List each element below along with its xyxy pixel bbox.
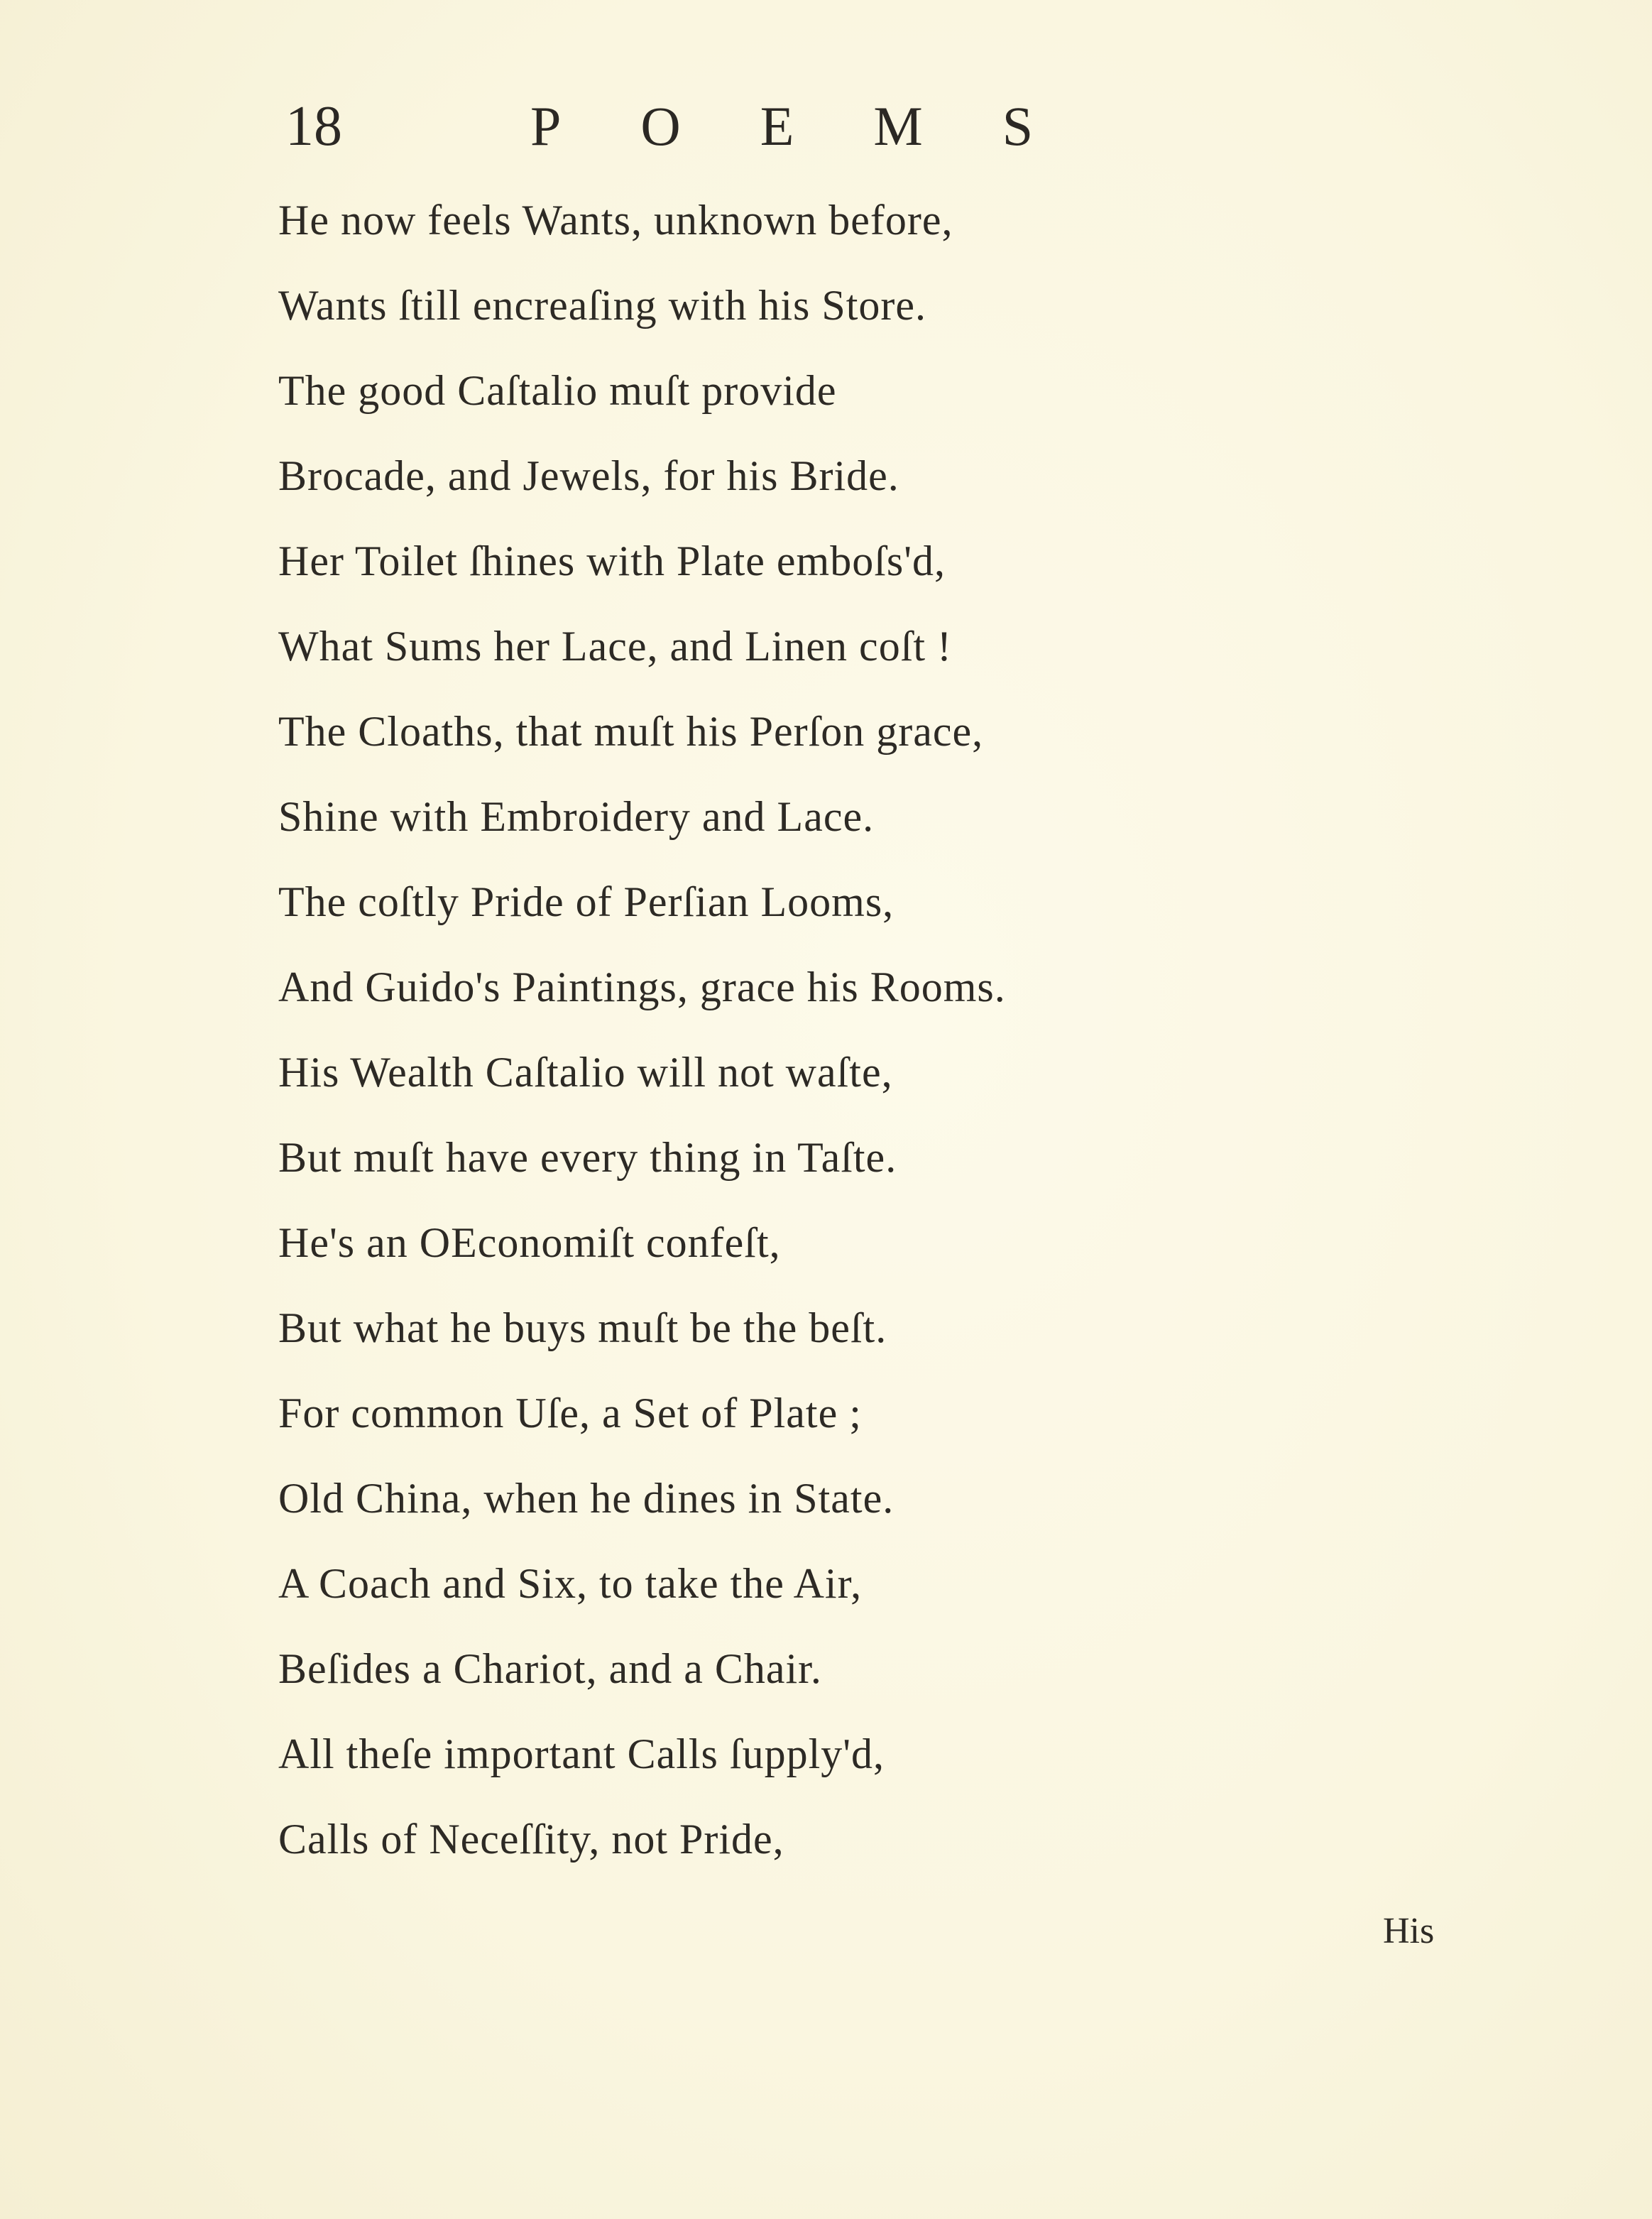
poem-line: The good Caſtalio muſt provide: [278, 367, 837, 414]
poem-line: But muſt have every thing in Taſte.: [278, 1134, 897, 1181]
poem-line: The coſtly Pride of Perſian Looms,: [278, 878, 895, 925]
page-number: 18: [285, 95, 342, 158]
poem-line: A Coach and Six, to take the Air,: [278, 1560, 863, 1607]
poem-line: Wants ſtill encreaſing with his Store.: [278, 282, 927, 329]
poem-line: He now feels Wants, unknown before,: [278, 197, 953, 244]
poem-line: He's an OEconomiſt confeſt,: [278, 1219, 781, 1266]
poem-text: [278, 178, 1272, 1882]
page-header: [278, 91, 1180, 162]
poem-line: All theſe important Calls ſupply'd,: [278, 1730, 885, 1777]
poem-line: But what he buys muſt be the beſt.: [278, 1304, 887, 1351]
running-title: POEMS: [530, 95, 1113, 157]
poem-line: Shine with Embroidery and Lace.: [278, 793, 875, 840]
poem-line: And Guido's Paintings, grace his Rooms.: [278, 964, 1006, 1010]
catchword: His: [1383, 1911, 1435, 1951]
poem-line: Old China, when he dines in State.: [278, 1475, 895, 1522]
poem-line: Her Toilet ſhines with Plate emboſs'd,: [278, 538, 946, 584]
poem-line: Calls of Neceſſity, not Pride,: [278, 1816, 784, 1863]
poem-line: What Sums her Lace, and Linen coſt !: [278, 623, 953, 670]
poem-line: His Wealth Caſtalio will not waſte,: [278, 1049, 893, 1096]
poem-line: Brocade, and Jewels, for his Bride.: [278, 452, 899, 499]
poem-line: Beſides a Chariot, and a Chair.: [278, 1645, 822, 1692]
poem-line: For common Uſe, a Set of Plate ;: [278, 1390, 862, 1436]
poem-line: The Cloaths, that muſt his Perſon grace,: [278, 708, 984, 755]
